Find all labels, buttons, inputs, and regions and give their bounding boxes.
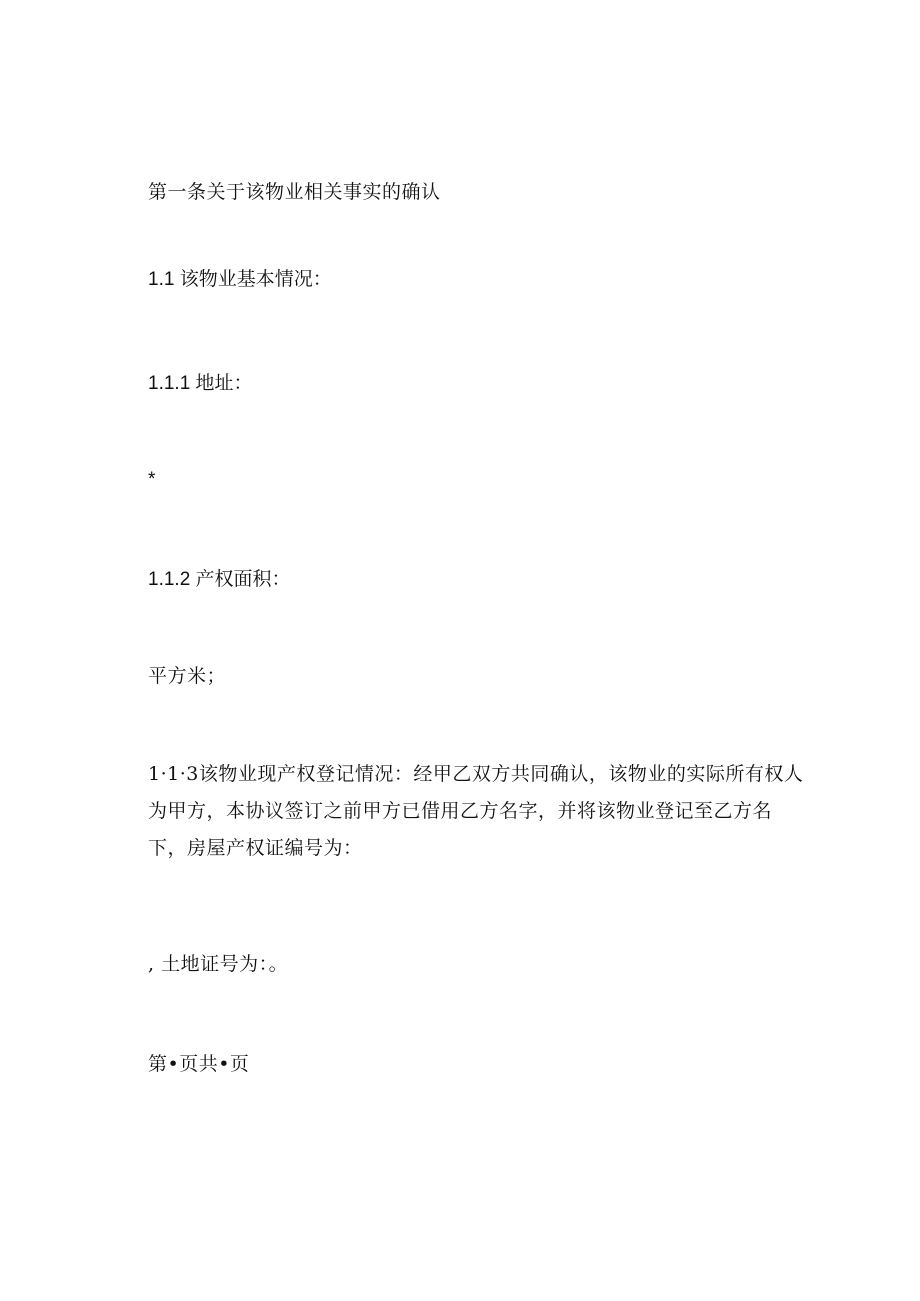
land-certificate-line: , 土地证号为：。 bbox=[148, 953, 289, 975]
section-1-1-2: 1.1.2 产权面积： bbox=[148, 569, 291, 590]
section-1-1-3: 1·1·3该物业现产权登记情况：经甲乙双方共同确认，该物业的实际所有权人为甲方，本协议签订之前甲方已借用乙方名字，并将该物业登记至乙方名下，房屋产权证编号为： bbox=[148, 763, 804, 859]
section-1-1: 1.1 该物业基本情况： bbox=[148, 269, 332, 290]
address-value: * bbox=[148, 469, 156, 490]
area-value: 平方米； bbox=[148, 665, 227, 687]
page-footer: 第•页共•页 bbox=[148, 1053, 250, 1075]
section-1-1-1: 1.1.1 地址： bbox=[148, 373, 253, 394]
article-heading: 第一条关于该物业相关事实的确认 bbox=[148, 181, 441, 203]
